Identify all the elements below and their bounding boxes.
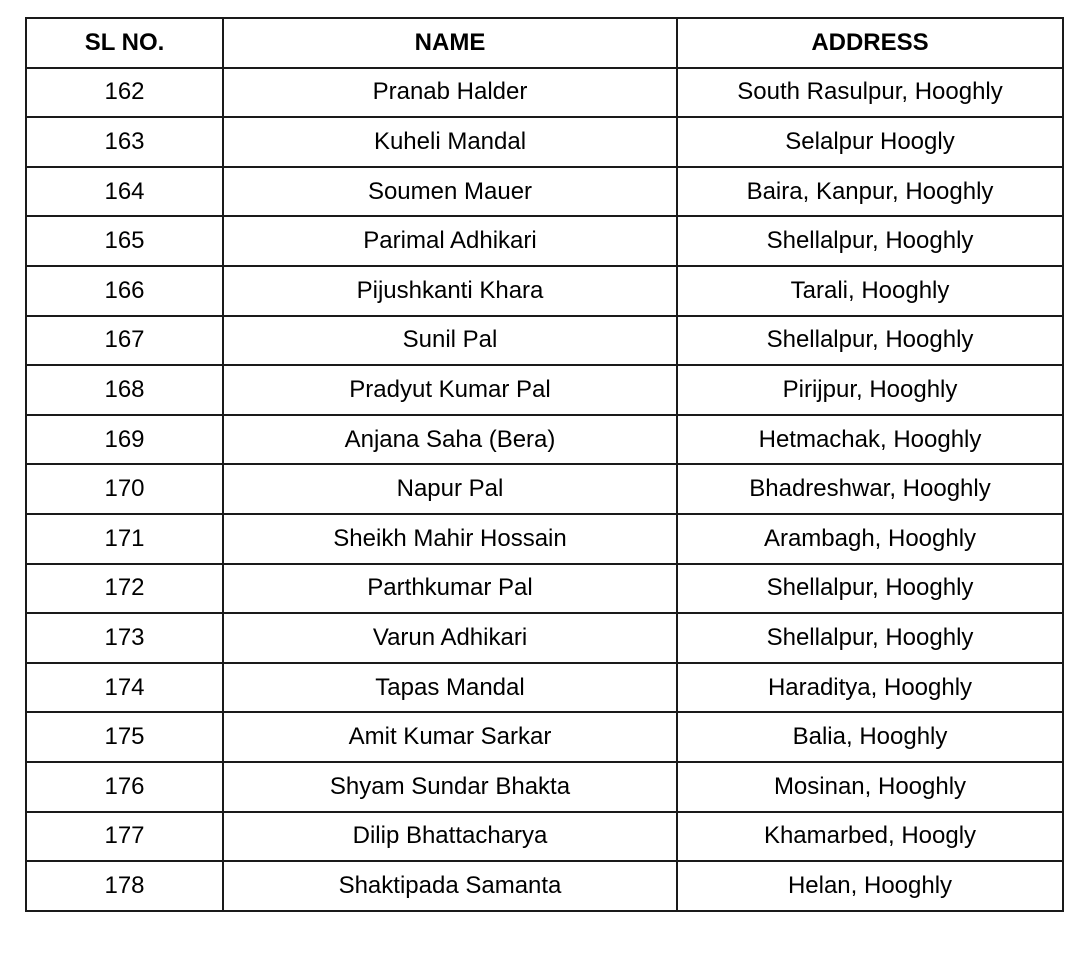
cell-sl-no: 170: [26, 464, 223, 514]
cell-address: Bhadreshwar, Hooghly: [677, 464, 1063, 514]
cell-name: Anjana Saha (Bera): [223, 415, 677, 465]
cell-name: Sunil Pal: [223, 316, 677, 366]
cell-sl-no: 167: [26, 316, 223, 366]
cell-sl-no: 169: [26, 415, 223, 465]
cell-sl-no: 163: [26, 117, 223, 167]
cell-sl-no: 171: [26, 514, 223, 564]
cell-address: Tarali, Hooghly: [677, 266, 1063, 316]
table-row: [26, 266, 1063, 316]
cell-address: Khamarbed, Hoogly: [677, 812, 1063, 862]
cell-sl-no: 164: [26, 167, 223, 217]
table-row: [26, 564, 1063, 614]
cell-sl-no: 178: [26, 861, 223, 911]
table-row: [26, 613, 1063, 663]
cell-sl-no: 174: [26, 663, 223, 713]
table-row: [26, 663, 1063, 713]
cell-sl-no: 177: [26, 812, 223, 862]
header-row: [26, 18, 1063, 68]
table-row: [26, 861, 1063, 911]
table-body: [26, 68, 1063, 911]
cell-sl-no: 162: [26, 68, 223, 118]
cell-name: Kuheli Mandal: [223, 117, 677, 167]
header-name: NAME: [223, 18, 677, 68]
table-row: [26, 514, 1063, 564]
cell-sl-no: 165: [26, 216, 223, 266]
cell-address: Mosinan, Hooghly: [677, 762, 1063, 812]
cell-sl-no: 175: [26, 712, 223, 762]
cell-address: Shellalpur, Hooghly: [677, 216, 1063, 266]
table-row: [26, 316, 1063, 366]
table-row: [26, 712, 1063, 762]
roster-table: [25, 17, 1064, 912]
table-row: [26, 812, 1063, 862]
cell-name: Parimal Adhikari: [223, 216, 677, 266]
cell-address: Arambagh, Hooghly: [677, 514, 1063, 564]
cell-address: Selalpur Hoogly: [677, 117, 1063, 167]
roster-sheet: [25, 17, 1062, 912]
cell-address: Shellalpur, Hooghly: [677, 564, 1063, 614]
cell-address: Shellalpur, Hooghly: [677, 316, 1063, 366]
cell-name: Parthkumar Pal: [223, 564, 677, 614]
cell-name: Soumen Mauer: [223, 167, 677, 217]
table-row: [26, 216, 1063, 266]
table-row: [26, 464, 1063, 514]
cell-name: Dilip Bhattacharya: [223, 812, 677, 862]
table-row: [26, 415, 1063, 465]
cell-name: Pradyut Kumar Pal: [223, 365, 677, 415]
cell-name: Shaktipada Samanta: [223, 861, 677, 911]
cell-address: Baira, Kanpur, Hooghly: [677, 167, 1063, 217]
cell-address: Balia, Hooghly: [677, 712, 1063, 762]
cell-sl-no: 172: [26, 564, 223, 614]
cell-name: Tapas Mandal: [223, 663, 677, 713]
table-row: [26, 365, 1063, 415]
cell-sl-no: 168: [26, 365, 223, 415]
cell-address: Pirijpur, Hooghly: [677, 365, 1063, 415]
cell-name: Amit Kumar Sarkar: [223, 712, 677, 762]
table-row: [26, 762, 1063, 812]
cell-name: Pranab Halder: [223, 68, 677, 118]
table-row: [26, 167, 1063, 217]
cell-name: Pijushkanti Khara: [223, 266, 677, 316]
table-header: [26, 18, 1063, 68]
cell-name: Napur Pal: [223, 464, 677, 514]
cell-sl-no: 176: [26, 762, 223, 812]
cell-sl-no: 166: [26, 266, 223, 316]
cell-address: Haraditya, Hooghly: [677, 663, 1063, 713]
header-address: ADDRESS: [677, 18, 1063, 68]
cell-address: Shellalpur, Hooghly: [677, 613, 1063, 663]
table-row: [26, 68, 1063, 118]
cell-address: Hetmachak, Hooghly: [677, 415, 1063, 465]
cell-name: Shyam Sundar Bhakta: [223, 762, 677, 812]
table-row: [26, 117, 1063, 167]
header-sl-no: SL NO.: [26, 18, 223, 68]
cell-address: Helan, Hooghly: [677, 861, 1063, 911]
cell-name: Sheikh Mahir Hossain: [223, 514, 677, 564]
cell-sl-no: 173: [26, 613, 223, 663]
cell-name: Varun Adhikari: [223, 613, 677, 663]
cell-address: South Rasulpur, Hooghly: [677, 68, 1063, 118]
